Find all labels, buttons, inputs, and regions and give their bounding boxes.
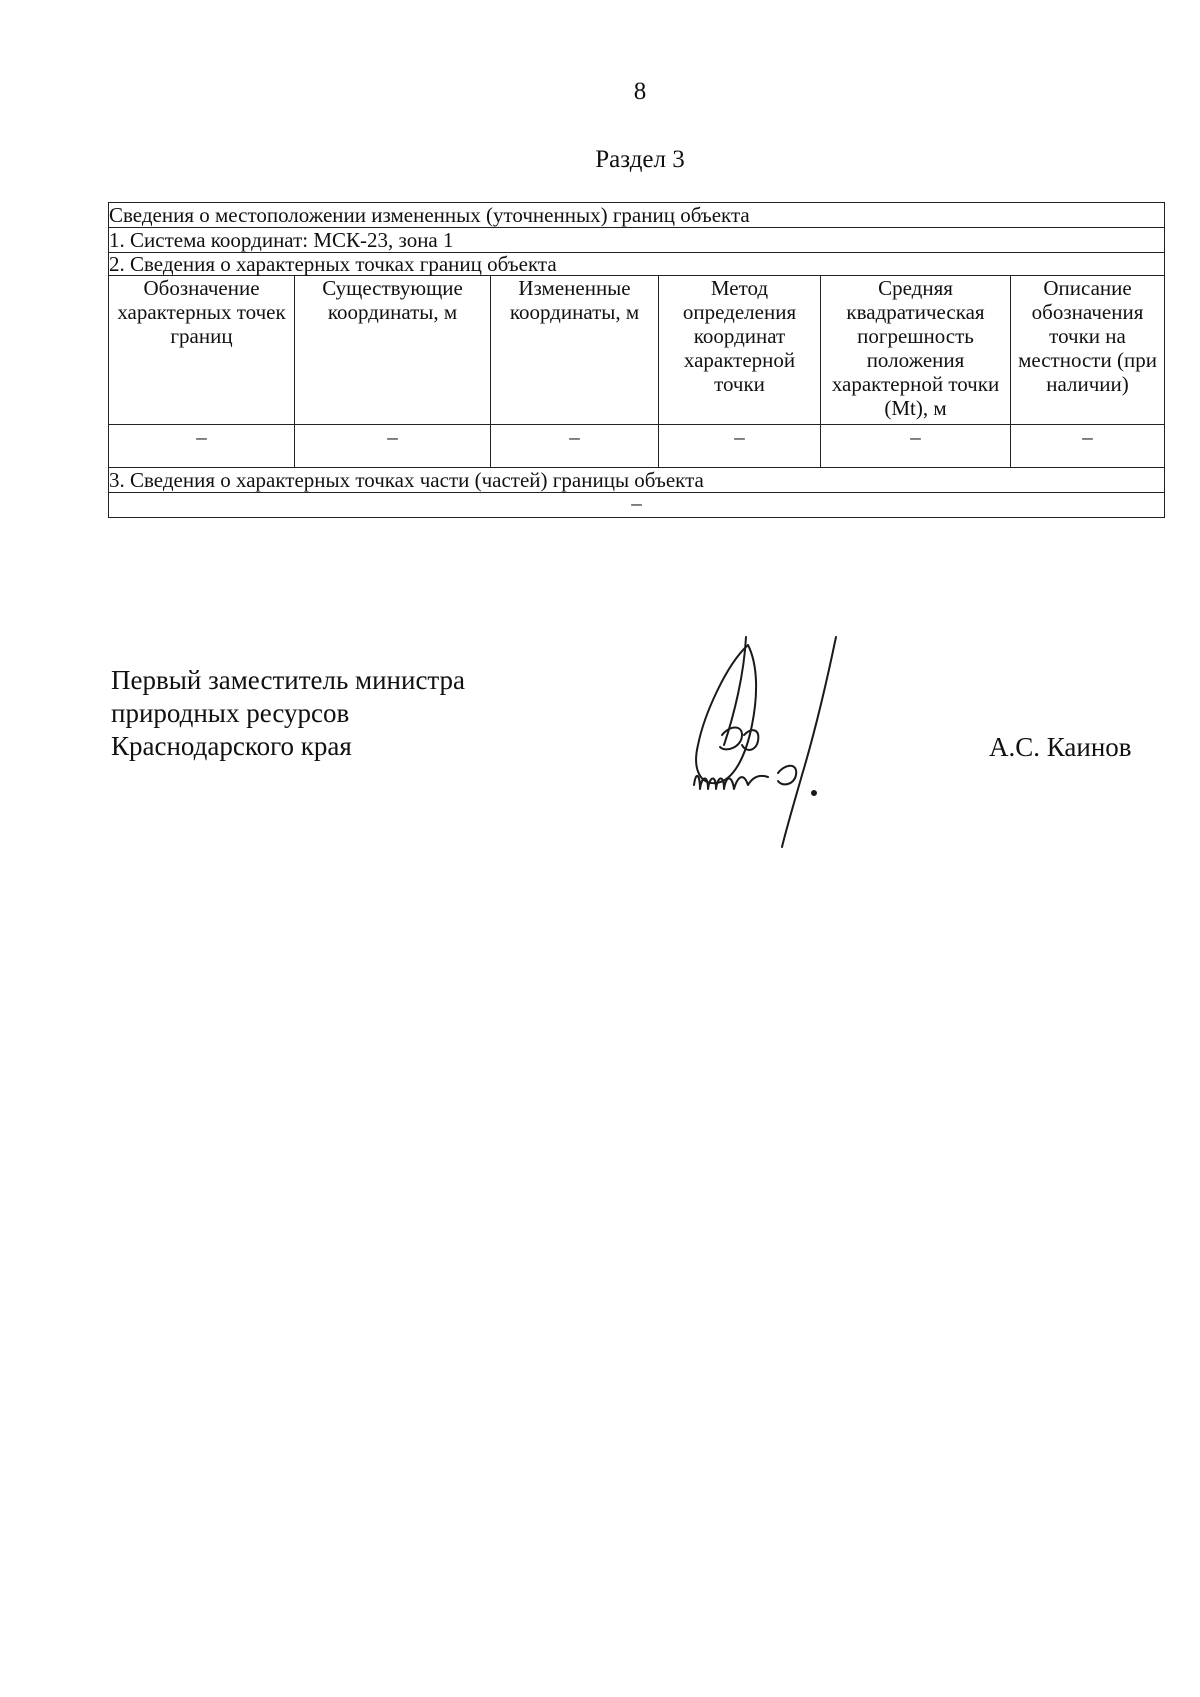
coordinate-system: 1. Система координат: МСК-23, зона 1 (109, 228, 1165, 253)
table-cell: – (1011, 425, 1165, 468)
table-cell: – (109, 493, 1165, 518)
handwritten-signature (686, 625, 846, 855)
signature-stroke (694, 776, 768, 789)
table-title-row (109, 203, 1165, 228)
coordinate-system-row (109, 228, 1165, 253)
page-number: 8 (633, 78, 647, 105)
table-title: Сведения о местоположении измененных (уточненных) границ объекта (109, 203, 1165, 228)
column-header: Описание обозначения точки на местности (при наличии) (1011, 276, 1165, 425)
points-heading: 2. Сведения о характерных точках границ объекта (109, 253, 1165, 276)
table-cell: – (821, 425, 1011, 468)
parts-heading: 3. Сведения о характерных точках части (частей) границы объекта (109, 468, 1165, 493)
section-title: Раздел 3 (595, 146, 685, 173)
table-cell: – (659, 425, 821, 468)
signature-stroke (778, 766, 796, 785)
column-header-row (109, 276, 1165, 425)
parts-heading-row (109, 468, 1165, 493)
signer-position-line: Первый заместитель министра (111, 665, 466, 695)
signature-stroke (696, 645, 756, 783)
table-row (109, 425, 1165, 468)
table-cell: – (109, 425, 295, 468)
column-header: Существующие координаты, м (295, 276, 491, 425)
boundary-table (108, 202, 1165, 518)
table-cell: – (295, 425, 491, 468)
signature-stroke (720, 728, 742, 750)
signature-dot (812, 791, 816, 795)
signer-position-line: природных ресурсов (111, 698, 350, 728)
signer-name: А.С. Каинов (989, 732, 1132, 762)
signer-position-line: Краснодарского края (111, 731, 352, 761)
table-row (109, 493, 1165, 518)
column-header: Обозначение характерных точек границ (109, 276, 295, 425)
table-cell: – (491, 425, 659, 468)
signer-position (111, 664, 465, 763)
column-header: Средняя квадратическая погрешность положения характерной точки (Mt), м (821, 276, 1011, 425)
column-header: Метод определения координат характерной точки (659, 276, 821, 425)
column-header: Измененные координаты, м (491, 276, 659, 425)
points-heading-row (109, 253, 1165, 276)
signature-stroke (782, 637, 836, 847)
